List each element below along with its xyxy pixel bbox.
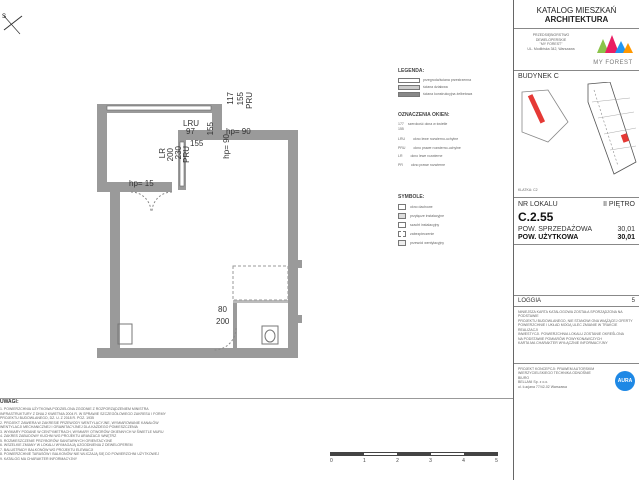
usable-area-value: 30,01 [617,233,635,241]
dim-hp90-b: hp= 90 [222,134,231,159]
legend-swatch-1 [398,78,420,83]
site-plan-drawing [518,82,638,186]
dim-hp90: hp= 90 [226,127,251,136]
footer-line: WIERZYCIELSKIEGO TECHNIKA ODNOŚNIE [518,371,591,375]
footer-line: BIURO [518,375,530,380]
scale-tick: 2 [396,458,399,464]
dim-117: 117 [226,92,235,105]
dim-lru-width: 97 [186,127,195,136]
dim-230: 230 [174,146,183,160]
usable-area-label: POW. UŻYTKOWA [518,233,579,241]
note-line: KARTA MA CHARAKTER WYŁĄCZNIE INFORMACYJNY [518,341,608,345]
note-line: PROJEKTU BUDOWLANEGO, NIE STANOWI ONA WIĄŻĄCEJ OFERTY [518,318,633,323]
note-line: 8. POWIERZCHNIE TARASÓW I BALKONÓW NIE WLICZAJĄ SIĘ DO POWIERZCHNI UŻYTKOWEJ [0,452,159,456]
unit-nr-label: NR LOKALU [518,200,558,208]
footer-line: PROJEKT KONCEPCJI: PRAWEM AUTORSKIM [518,366,595,371]
dim-pru: PRU [245,92,254,109]
legend [398,68,502,97]
scale-tick: 1 [363,458,366,464]
developer-line: PRZEDSIĘBIORSTWO [532,33,570,37]
scale-tick: 5 [495,458,498,464]
window-code: LR [398,154,403,158]
svg-text:S: S [2,14,7,20]
connection-icon [398,213,406,219]
unit-code: C.2.55 [518,209,554,224]
notes-right [514,307,639,363]
window-desc: okno prawe rozwierno-uchylne [413,145,461,150]
dim-pru-left: PRU [182,146,191,163]
window-code: LRU [398,137,406,141]
legend-item: ściana konstrukcyjna żelbetowa [423,92,473,97]
scale-tick: 0 [330,458,333,464]
dim-200-bath: 200 [216,317,230,326]
note-line: POWIERZCHNIE I UKŁAD MOGĄ ULEC ZMIANIE W TRAKCIE REALIZACJI [518,323,618,332]
plan-drawing [0,0,385,398]
window-code: 177 [398,122,404,126]
loggia-label: LOGGIA [518,297,542,304]
notes-left [0,399,325,480]
site-plan [518,82,635,186]
window-code: PRU [398,145,406,150]
note-line: 2. PROJEKT ZAWIERA W ZAKRESIE PRZEWODY WENTYLACYJNE, WYMIAROWANIE KANAŁÓW [0,420,159,425]
legend-title: LEGENDA: [398,68,425,74]
note-line: NINIEJSZA KARTA KATALOGOWA ZOSTAŁA SPORZĄDZONA NA PODSTAWIE [518,309,623,318]
dim-155: 155 [206,122,215,136]
symbol-item: przyłącze instalacyjne [410,213,445,218]
legend-item: przegroda/ściana przestrzenna [423,78,472,83]
unit-floor: II PIĘTRO [603,200,635,208]
scale-tick: 4 [462,458,465,464]
note-line: INWESTYCJI. POWIERZCHNIA LOKALU ZOSTANIE OKREŚLONA [518,332,624,336]
symbol-item: szacht instalacyjny [410,222,440,227]
building-label: BUDYNEK C [518,73,559,80]
note-line: 3. WYMIARY PODANE W CENTYMETRACH, WYMIARY OTWORÓW OKIENNYCH W ŚWIETLE MURU [0,429,164,434]
windows-legend-title: OZNACZENIA OKIEN: [398,112,450,118]
window-desc: okno lewe rozwierno-uchylne [413,137,459,141]
aura-badge [615,371,635,391]
note-line: 5. ROZMIESZCZENIE PRZYBORÓW SANITARNYCH ORIENTACYJNE [0,438,113,443]
brand-logo [589,33,637,66]
stair-label: KLATKA: C2 [518,188,538,192]
dim-lru: LRU [183,119,200,128]
dim-155-pru: 155 [236,92,245,106]
bottom-rule [0,398,513,399]
dim-lr: LR [158,148,167,159]
symbols-legend [398,194,502,246]
notes-title: UWAGI: [0,399,19,405]
protection-icon [398,231,406,237]
shaft-icon [398,222,406,228]
note-line: 6. WSZELKIE ZMIANY W LOKALU WYMAGAJĄ UZGODNIENIA Z DEWELOPEREM [0,443,133,447]
note-line: PROJEKTU BUDOWLANEGO, DZ. U. Z 2018 R. POZ. 1935 [0,416,94,420]
dim-155-mid: 155 [190,139,204,148]
panel-divider [513,0,514,480]
skylight-icon [398,204,406,210]
scale-tick: 3 [429,458,432,464]
developer-line: UL. Modlińska 342, Warszawa [527,46,575,51]
footer [514,364,639,394]
window-desc: szerokość okna w świetle [407,122,448,126]
aura-badge-label: AURA [617,377,633,384]
dim-200: 200 [166,148,175,162]
legend-swatch-3 [398,92,420,97]
legend-swatch-2 [398,85,420,90]
window-desc: okno lewe rozwierne [410,154,443,158]
developer-line: "MY FOREST" [539,42,563,46]
symbol-item: przewód wentylacyjny [410,240,445,245]
dim-80: 80 [218,305,227,314]
note-line: INFRASTRUKTURY Z DNIA 2 KWIETNIA 2004 R. W SPRAWIE SZCZEGÓŁOWEGO ZAKRESU I FORMY [0,411,166,416]
developer-line: DEWELOPERSKIE [535,37,567,42]
note-line: 7. BALUSTRADY BALKONÓW WG PROJEKTU ELEWACJI [0,447,94,452]
section-title: ARCHITEKTURA [544,15,609,24]
loggia-value: 5 [631,297,635,304]
logo-text: MY FOREST [593,60,633,66]
symbol-item: zabezpieczenie [410,231,435,236]
sales-area-value: 30,01 [617,225,635,233]
note-line: 9. KATALOG MA CHARAKTER INFORMACYJNY [0,456,78,461]
dim-hp15: hp= 15 [129,179,154,188]
note-line: WENTYLACJI MECHANICZNEJ I GRAWITACYJNEJ DLA KAŻDEGO POMIESZCZENIA [0,425,138,429]
sales-area-label: POW. SPRZEDAŻOWA [518,225,593,233]
catalog-title: KATALOG MIESZKAŃ [536,6,617,15]
windows-legend [398,112,502,167]
scale-bar [330,452,498,474]
note-line: 4. ZAKRES ZABUDOWY KUCHNI WG PROJEKTU ARANŻACJI WNĘTRZ [0,434,117,438]
title-panel [513,0,639,480]
window-desc: okno prawe rozwierne [410,162,446,167]
window-code: PR [398,162,403,167]
symbols-title: SYMBOLE: [398,194,425,200]
footer-line: BELLANI Sp. z o.o. [518,380,549,384]
window-code: 155 [398,126,404,131]
note-line: 1. POWIERZCHNIA UŻYTKOWA PODZIELONA ZGODNIE Z ROZPORZĄDZENIEM MINISTRA [0,407,149,411]
note-line: NA PODSTAWIE POMIARÓW POWYKONAWCZYCH [518,336,602,341]
legend-item: ściana działowa [423,85,448,90]
symbol-item: okno dachowe [410,204,433,209]
vent-icon [398,240,406,246]
footer-line: ul. Łucjana 77/42-02 Warszawa [518,384,567,389]
forest-logo-icon [593,33,633,55]
